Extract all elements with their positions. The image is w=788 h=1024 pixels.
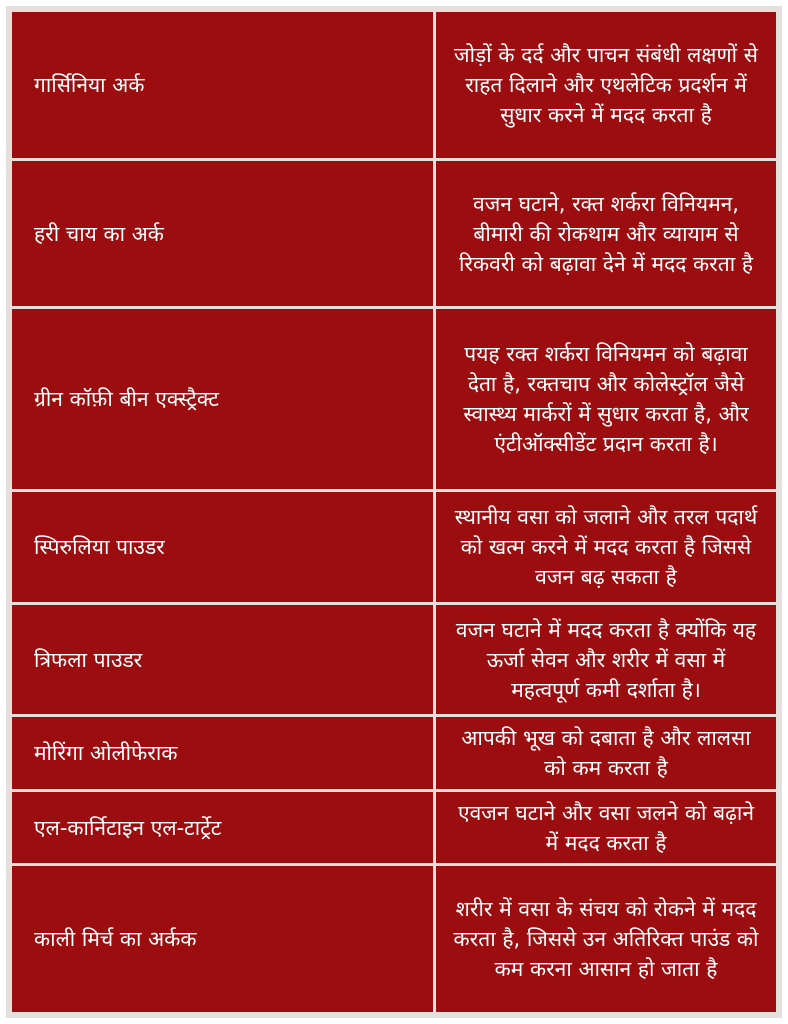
supplements-table-container	[6, 6, 782, 1018]
ingredient-name: हरी चाय का अर्क	[11, 159, 435, 308]
ingredient-name: स्पिरुलिया पाउडर	[11, 491, 435, 604]
table-row	[11, 790, 778, 864]
ingredient-benefit: शरीर में वसा के संचय को रोकने में मदद करता है, जिससे उन अतिरिक्त पाउंड को कम करना आसान हो जाता है	[435, 865, 778, 1014]
ingredient-benefit: एवजन घटाने और वसा जलने को बढ़ाने में मदद करता है	[435, 790, 778, 864]
ingredient-benefit: आपकी भूख को दबाता है और लालसा को कम करता है	[435, 716, 778, 790]
ingredient-name: मोरिंगा ओलीफेराक	[11, 716, 435, 790]
ingredient-name: ग्रीन कॉफ़ी बीन एक्स्ट्रैक्ट	[11, 308, 435, 491]
ingredient-name: एल-कार्निटाइन एल-टार्ट्रेट	[11, 790, 435, 864]
table-row	[11, 603, 778, 716]
ingredient-name: गार्सिनिया अर्क	[11, 11, 435, 160]
ingredient-benefit: वजन घटाने में मदद करता है क्योंकि यह ऊर्जा सेवन और शरीर में वसा में महत्वपूर्ण कमी दर्शाता है।	[435, 603, 778, 716]
supplements-table	[9, 9, 779, 1015]
ingredient-benefit: पयह रक्त शर्करा विनियमन को बढ़ावा देता है, रक्तचाप और कोलेस्ट्रॉल जैसे स्वास्थ्य मार्करों में सुधार करता है, और एंटीऑक्सीडेंट प्रदान करता है।	[435, 308, 778, 491]
ingredient-name: काली मिर्च का अर्कक	[11, 865, 435, 1014]
table-row	[11, 865, 778, 1014]
ingredient-benefit: वजन घटाने, रक्त शर्करा विनियमन, बीमारी की रोकथाम और व्यायाम से रिकवरी को बढ़ावा देने में मदद करता है	[435, 159, 778, 308]
table-row	[11, 308, 778, 491]
table-row	[11, 159, 778, 308]
ingredient-benefit: जोड़ों के दर्द और पाचन संबंधी लक्षणों से राहत दिलाने और एथलेटिक प्रदर्शन में सुधार करने में मदद करता है	[435, 11, 778, 160]
table-row	[11, 716, 778, 790]
ingredient-name: त्रिफला पाउडर	[11, 603, 435, 716]
ingredient-benefit: स्थानीय वसा को जलाने और तरल पदार्थ को खत्म करने में मदद करता है जिससे वजन बढ़ सकता है	[435, 491, 778, 604]
table-row	[11, 11, 778, 160]
table-row	[11, 491, 778, 604]
